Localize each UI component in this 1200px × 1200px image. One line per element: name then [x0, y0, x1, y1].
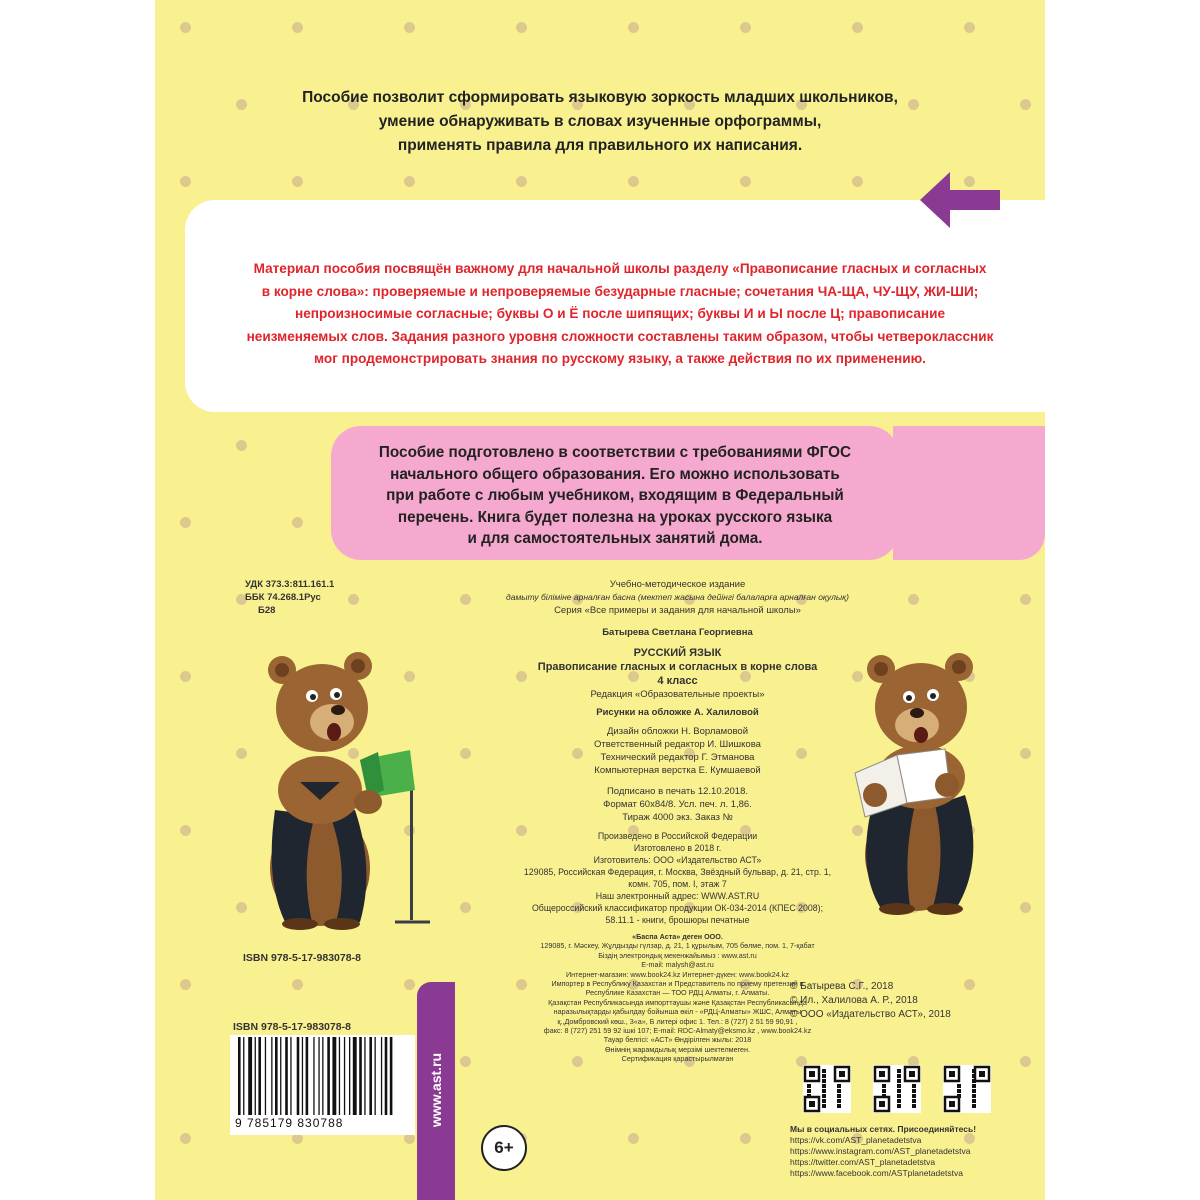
kz-line: қ.,Домбровский көш., 3«а», Б литері офис 1. Тел.: 8 (727) 2 51 59 90,91 ,: [557, 1016, 798, 1026]
print-line: Подписано в печать 12.10.2018.: [606, 786, 749, 797]
fgos-line: и для самостоятельных занятий дома.: [467, 530, 763, 547]
kz-line: Интернет-магазин: www.book24.kz Интернет-дүкен: www.book24.kz: [566, 969, 789, 979]
kz-line: Импортер в Республику Казахстан и Представитель по приему претензий в: [551, 979, 804, 989]
polka-dot: [292, 979, 303, 990]
fgos-text: [331, 442, 899, 550]
polka-dot: [292, 22, 303, 33]
kz-line: «Баспа Аста» деген ООО.: [632, 932, 723, 941]
book-title: РУССКИЙ ЯЗЫК: [633, 647, 722, 659]
social-link-facebook[interactable]: https://www.facebook.com/ASTplanetadetstva: [790, 1168, 963, 1178]
barcode-bar: [280, 1037, 281, 1115]
barcode-bar: [265, 1037, 266, 1115]
kz-line: факс: 8 (727) 251 59 92 ішкі 107; E-mail: RDC-Almaty@eksmo.kz , www.book24.kz: [543, 1026, 812, 1036]
copyright-line: © Батырева С.Г., 2018: [790, 981, 894, 992]
left-arrow-icon: [920, 170, 1000, 230]
qr-code-instagram[interactable]: [873, 1065, 921, 1113]
producer-line: Изготовлено в 2018 г.: [633, 843, 722, 853]
qr-code-facebook[interactable]: [943, 1065, 991, 1113]
edition-type: Учебно-методическое издание: [609, 579, 746, 590]
barcode-bar: [285, 1037, 288, 1115]
producer-line: Изготовитель: ООО «Издательство АСТ»: [593, 855, 762, 865]
copyright-line: © ООО «Издательство АСТ», 2018: [790, 1009, 951, 1020]
intro-line: Пособие позволит сформировать языковую зоркость младших школьников,: [302, 89, 898, 106]
social-link-vk[interactable]: https://vk.com/AST_planetadetstva: [790, 1135, 922, 1145]
kz-line: Қазақстан Республикасында импорттаушы және Қазақстан Республикасында: [548, 997, 807, 1007]
barcode-digits: 9 785179 830788: [235, 1116, 344, 1130]
description-line: непроизносимые согласные; буквы О и Ё после шипящих; буквы И и Ы после Ц; правописание: [294, 306, 946, 321]
barcode-bar: [248, 1037, 252, 1115]
social-block: [790, 1124, 976, 1179]
barcode-bar: [290, 1037, 291, 1115]
polka-dot: [628, 22, 639, 33]
barcode-bar: [327, 1037, 330, 1115]
polka-dot: [404, 176, 415, 187]
barcode-bar: [339, 1037, 340, 1115]
credit-line: Компьютерная верстка Е. Кумшаевой: [594, 765, 761, 776]
author-code: Б28: [258, 605, 276, 616]
polka-dot: [1020, 902, 1031, 913]
credit-line: Технический редактор Г. Этманова: [600, 752, 755, 763]
polka-dot: [292, 176, 303, 187]
polka-dot: [628, 1133, 639, 1144]
kz-line: E-mail: malysh@ast.ru: [641, 960, 714, 970]
credit-line: Дизайн обложки Н. Ворламовой: [606, 726, 749, 737]
kz-line: Республике Казахстан — ТОО РДЦ Алматы, г. Алматы.: [585, 988, 770, 998]
fgos-line: начального общего образования. Его можно использовать: [390, 465, 840, 483]
barcode-bar: [318, 1037, 319, 1115]
polka-dot: [236, 440, 247, 451]
credit-line: Ответственный редактор И. Шишкова: [594, 739, 761, 750]
description-text: [185, 258, 1045, 371]
isbn-label: ISBN 978-5-17-983078-8: [243, 952, 361, 964]
polka-dot: [236, 748, 247, 759]
barcode-bar: [243, 1037, 244, 1115]
copyright-block: [790, 980, 951, 1022]
kz-line: Сертификация қарастырылмаған: [621, 1054, 734, 1064]
polka-dot: [180, 1133, 191, 1144]
polka-dot: [908, 594, 919, 605]
polka-dot: [180, 176, 191, 187]
polka-dot: [1020, 594, 1031, 605]
polka-dot: [404, 22, 415, 33]
kz-line: Біздің электрондық мекенжайымыз : www.ast.ru: [598, 950, 757, 960]
polka-dot: [180, 517, 191, 528]
copyright-line: © Ил., Халилова А. Р., 2018: [790, 995, 918, 1006]
fgos-line: Пособие подготовлено в соответствии с требованиями ФГОС: [378, 444, 852, 461]
polka-dot: [964, 979, 975, 990]
print-info: [455, 785, 900, 824]
series: Серия «Все примеры и задания для начальной школы»: [554, 605, 801, 616]
polka-dot: [180, 825, 191, 836]
polka-dot: [852, 22, 863, 33]
print-line: Формат 60x84/8. Усл. печ. л. 1,86.: [603, 799, 752, 810]
description-line: Материал пособия посвящён важному для начальной школы разделу «Правописание гласных и согласных: [253, 261, 987, 276]
barcode-bar: [359, 1037, 362, 1115]
producer-line: 129085, Российская Федерация, г. Москва, Звёздный бульвар, д. 21, стр. 1,: [523, 867, 832, 877]
barcode-bar: [385, 1037, 388, 1115]
polka-dot: [628, 176, 639, 187]
edition-type-kz: дамыту бiлiмiне арналған басна (мектеп жасына дейiнгi балаларға арналған оқулық): [506, 592, 849, 602]
barcode-bar: [375, 1037, 376, 1115]
barcode-bars: [232, 1037, 412, 1117]
polka-dot: [1020, 1056, 1031, 1067]
social-link-twitter[interactable]: https://twitter.com/AST_planetadetstva: [790, 1157, 936, 1167]
barcode-bar: [344, 1037, 345, 1115]
producer-line: 58.11.1 - книги, брошюры печатные: [605, 915, 750, 925]
qr-code-vk[interactable]: [803, 1065, 851, 1113]
editorial: Редакция «Образовательные проекты»: [590, 689, 765, 700]
social-heading: Мы в социальных сетях. Присоединяйтесь!: [790, 1124, 977, 1134]
barcode-bar: [322, 1037, 323, 1115]
barcode-bar: [369, 1037, 372, 1115]
barcode-bar: [255, 1037, 256, 1115]
barcode-bar: [306, 1037, 309, 1115]
barcode-bar: [275, 1037, 278, 1115]
polka-dot: [404, 979, 415, 990]
producer-line: Наш электронный адрес: WWW.AST.RU: [595, 891, 760, 901]
kz-line: наразылықтарды қабылдау бойынша өкіл - «РДЦ-Алматы» ЖШС, Алматы: [553, 1007, 802, 1017]
kz-line: Өнімнің жарамдылық мерзімі шектелмеген.: [604, 1044, 751, 1054]
description-line: неизменяемых слов. Задания разного уровня сложности составлены таким образом, чтобы четвероклассник: [246, 328, 994, 344]
barcode-bar: [313, 1037, 314, 1115]
polka-dot: [180, 671, 191, 682]
producer-line: комн. 705, пом. I, этаж 7: [628, 879, 727, 889]
bear-with-sheet-illustration: [835, 645, 1015, 915]
barcode-bar: [332, 1037, 336, 1115]
barcode-bar: [258, 1037, 261, 1115]
polka-dot: [516, 176, 527, 187]
site-label-wrap: [417, 1020, 455, 1160]
polka-dot: [236, 902, 247, 913]
pink-tab: [893, 426, 1045, 560]
producer-line: Общероссийский классификатор продукции ОК-034-2014 (КПЕС 2008);: [531, 903, 824, 913]
barcode-bar: [302, 1037, 303, 1115]
intro-line: применять правила для правильного их написания.: [397, 137, 803, 154]
polka-dot: [516, 22, 527, 33]
barcode-bar: [381, 1037, 382, 1115]
fgos-line: перечень. Книга будет полезна на уроках русского языка: [397, 508, 833, 526]
polka-dot: [180, 22, 191, 33]
polka-dot: [348, 594, 359, 605]
producer-info: [455, 830, 900, 926]
intro-line: умение обнаруживать в словах изученные орфограммы,: [378, 113, 822, 130]
author: Батырева Светлана Георгиевна: [602, 627, 753, 638]
intro-text: [155, 86, 1045, 158]
barcode-panel: [230, 1021, 415, 1135]
barcode-bar: [349, 1037, 350, 1115]
print-line: Тираж 4000 экз. Заказ №: [622, 812, 733, 823]
barcode-isbn: ISBN 978-5-17-983078-8: [233, 1021, 351, 1033]
polka-dot: [964, 22, 975, 33]
barcode-bar: [364, 1037, 365, 1115]
fgos-line: при работе с любым учебником, входящим в Федеральный: [386, 487, 844, 504]
site-label[interactable]: www.ast.ru: [428, 1052, 444, 1128]
polka-dot: [740, 22, 751, 33]
polka-dot: [180, 979, 191, 990]
udk-code: УДК 373.3:811.161.1: [245, 579, 335, 590]
barcode-bar: [297, 1037, 300, 1115]
grade: 4 класс: [657, 675, 698, 687]
credits: [455, 725, 900, 777]
barcode-bar: [238, 1037, 241, 1115]
polka-dot: [292, 517, 303, 528]
barcode-bar: [271, 1037, 272, 1115]
polka-dot: [852, 176, 863, 187]
bbk-code: ББК 74.268.1Рус: [245, 592, 321, 603]
kz-line: 129085, г. Мәскеу, Жұлдызды гүлзар, д. 21, 1 құрылым, 705 бөлме, пом. 1, 7-қабат: [540, 941, 815, 951]
barcode-bar: [390, 1037, 393, 1115]
kz-line: Тауар белгісі: «АСТ» Өндірілген жылы: 2018: [603, 1035, 752, 1045]
description-line: в корне слова»: проверяемые и непроверяемые безударные гласные; сочетания ЧА-ЩА, ЧУ-ЩУ, ЖИ-ШИ;: [261, 283, 979, 299]
polka-dot: [740, 176, 751, 187]
polka-dot: [1020, 748, 1031, 759]
description-line: мог продемонстрировать знания по русскому языку, а также действия по их применению.: [314, 351, 926, 366]
singing-bear-illustration: [260, 640, 430, 930]
social-link-instagram[interactable]: https://www.instagram.com/AST_planetadetstva: [790, 1146, 971, 1156]
age-rating-badge: 6+: [481, 1125, 527, 1171]
producer-line: Произведено в Российской Федерации: [597, 831, 758, 841]
book-back-cover: [155, 0, 1045, 1200]
book-subtitle: Правописание гласных и согласных в корне слова: [537, 661, 818, 673]
illustrations: Рисунки на обложке А. Халиловой: [596, 707, 759, 718]
polka-dot: [740, 1133, 751, 1144]
barcode-bar: [353, 1037, 357, 1115]
